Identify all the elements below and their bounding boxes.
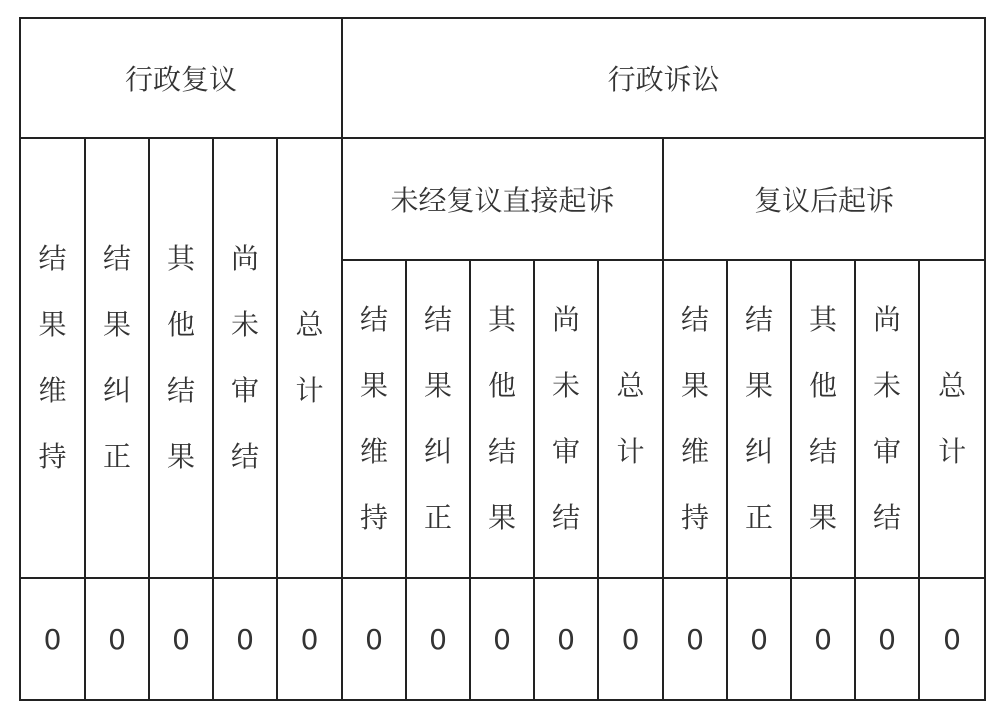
value-cell: 0 <box>855 578 919 700</box>
direct-suit-header: 未经复议直接起诉 <box>342 138 663 260</box>
value-cell: 0 <box>85 578 149 700</box>
value-cell: 0 <box>534 578 598 700</box>
review-corrected-header: 结果纠正 <box>85 138 149 578</box>
value-cell: 0 <box>149 578 213 700</box>
review-pending-header: 尚未审结 <box>213 138 277 578</box>
value-cell: 0 <box>277 578 342 700</box>
value-cell: 0 <box>470 578 534 700</box>
value-cell: 0 <box>213 578 277 700</box>
review-total-header: 总计 <box>277 138 342 578</box>
value-cell: 0 <box>598 578 663 700</box>
direct-corrected-header: 结果纠正 <box>406 260 470 578</box>
value-cell: 0 <box>919 578 985 700</box>
review-other-header: 其他结果 <box>149 138 213 578</box>
value-cell: 0 <box>663 578 727 700</box>
value-cell: 0 <box>20 578 85 700</box>
after-pending-header: 尚未审结 <box>855 260 919 578</box>
value-cell: 0 <box>406 578 470 700</box>
direct-other-header: 其他结果 <box>470 260 534 578</box>
after-other-header: 其他结果 <box>791 260 855 578</box>
value-cell: 0 <box>727 578 791 700</box>
direct-upheld-header: 结果维持 <box>342 260 406 578</box>
statistics-table <box>19 17 986 701</box>
review-upheld-header: 结果维持 <box>20 138 85 578</box>
direct-total-header: 总计 <box>598 260 663 578</box>
after-corrected-header: 结果纠正 <box>727 260 791 578</box>
admin-litigation-header: 行政诉讼 <box>342 18 985 138</box>
value-cell: 0 <box>342 578 406 700</box>
direct-pending-header: 尚未审结 <box>534 260 598 578</box>
value-cell: 0 <box>791 578 855 700</box>
after-total-header: 总计 <box>919 260 985 578</box>
after-upheld-header: 结果维持 <box>663 260 727 578</box>
admin-review-header: 行政复议 <box>20 18 342 138</box>
after-review-suit-header: 复议后起诉 <box>663 138 985 260</box>
